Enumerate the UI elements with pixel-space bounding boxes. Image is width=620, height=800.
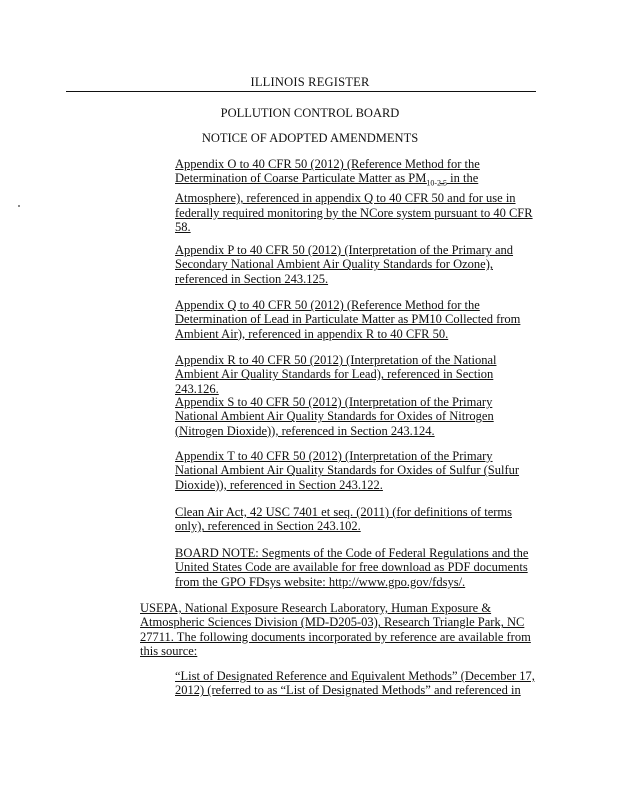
scan-speck: [18, 205, 20, 207]
register-header: ILLINOIS REGISTER: [250, 75, 370, 89]
appendix-r-paragraph: Appendix R to 40 CFR 50 (2012) (Interpretation of the National Ambient Air Quality Standards for Lead), referenced in Section 243.126.: [175, 353, 497, 396]
header-rule: [66, 91, 536, 92]
appendix-s-paragraph: Appendix S to 40 CFR 50 (2012) (Interpretation of the Primary National Ambient Air Quality Standards for Oxides of Nitrogen (Nitrogen Dioxide)), referenced in Section 243.124.: [175, 395, 494, 438]
board-note-paragraph: BOARD NOTE: Segments of the Code of Federal Regulations and the United States Code are available for free download as PDF documents from the GPO FDsys website: http://www.gpo.gov/fdsys/.: [175, 546, 529, 589]
appendix-o-paragraph: [175, 157, 535, 235]
board-title: POLLUTION CONTROL BOARD: [220, 106, 400, 120]
appendix-o-subscript: 10-2.5: [426, 178, 447, 188]
appendix-p-paragraph: Appendix P to 40 CFR 50 (2012) (Interpretation of the Primary and Secondary National Ambient Air Quality Standards for Ozone), referenced in Section 243.125.: [175, 243, 514, 286]
appendix-q-paragraph: Appendix Q to 40 CFR 50 (2012) (Reference Method for the Determination of Lead in Particulate Matter as PM10 Collected from Ambient Air), referenced in appendix R to 40 CFR 50.: [175, 298, 521, 341]
usepa-source-paragraph: USEPA, National Exposure Research Laboratory, Human Exposure & Atmospheric Sciences Division (MD-D205-03), Research Triangle Park, NC 27711. The following documents incorporated by reference are available from this source:: [140, 601, 531, 659]
appendix-t-paragraph: Appendix T to 40 CFR 50 (2012) (Interpretation of the Primary National Ambient Air Quality Standards for Oxides of Sulfur (Sulfur Dioxide)), referenced in Section 243.122.: [175, 449, 520, 492]
clean-air-act-paragraph: Clean Air Act, 42 USC 7401 et seq. (2011) (for definitions of terms only), referenced in Section 243.102.: [175, 505, 512, 534]
notice-title: NOTICE OF ADOPTED AMENDMENTS: [201, 131, 419, 145]
appendix-o-text-pre: Appendix O to 40 CFR 50 (2012) (Reference Method for the Determination of Coarse Particulate Matter as PM: [175, 157, 480, 186]
designated-methods-paragraph: “List of Designated Reference and Equivalent Methods” (December 17, 2012) (referred to as “List of Designated Methods” and referenced in: [175, 669, 535, 698]
appendix-o-text-post: in the Atmosphere), referenced in appendix Q to 40 CFR 50 and for use in federally required monitoring by the NCore system pursuant to 40 CFR 58.: [175, 171, 533, 235]
